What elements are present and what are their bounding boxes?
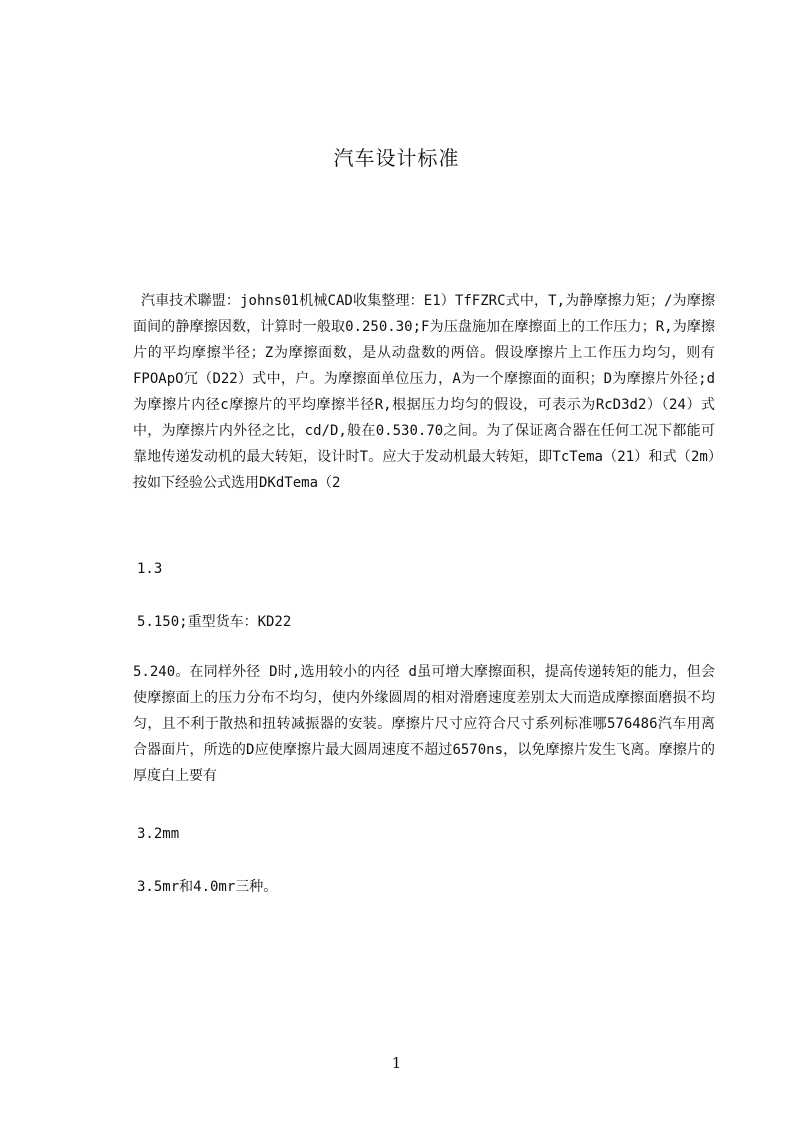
page-number: 1 bbox=[391, 1054, 402, 1072]
body-paragraph-2: 5.240。在同样外径 D时,选用较小的内径 d虽可增大摩擦面积，提高传递转矩的能力，但会使摩擦面上的压力分布不均匀，使内外缘圆周的相对滑磨速度差别太大而造成摩擦面磨损不均匀，且不利于散热和扭转减振器的安装。摩擦片尺寸应符合尺寸系列标准哪576486汽车用离合器面片，所选的D应使摩擦片最大圆周速度不超过6570ns，以免摩擦片发生飞离。摩擦片的厚度白上要有 bbox=[133, 664, 715, 784]
body-line-thickness-1: 3.2mm bbox=[137, 826, 180, 842]
body-line-1-3: 1.3 bbox=[137, 561, 163, 577]
body-line-thickness-2: 3.5mr和4.0mr三种。 bbox=[137, 879, 278, 895]
body-paragraph-1: 汽車技术聯盟：johns01机械CAD收集整理：E1）TfFZRC式中，T,为静摩擦力矩；/为摩擦面间的静摩擦因数，计算时一般取0.250.30;F为压盘施加在摩擦面上的工作压力；R,为摩擦片的平均摩擦半径；Z为摩擦面数，是从动盘数的两倍。假设摩擦片上工作压力均匀，则有FPOApO冗（D22）式中，户。为摩擦面单位压力，A为一个摩擦面的面积；D为摩擦片外径;d为摩擦片内径c摩擦片的平均摩擦半径R,根据压力均匀的假设，可表示为RcD3d2）（24）式中，为摩擦片内外径之比，cd/D,般在0.530.70之间。为了保证离合器在任何工况下都能可靠地传递发动机的最大转矩，设计时T。应大于发动机最大转矩，即TcTema（21）和式（2m）按如下经验公式选用DKdTema（2 bbox=[133, 293, 715, 491]
body-line-heavy-truck: 5.150;重型货车：KD22 bbox=[137, 614, 292, 630]
document-title: 汽车设计标准 bbox=[333, 146, 460, 170]
